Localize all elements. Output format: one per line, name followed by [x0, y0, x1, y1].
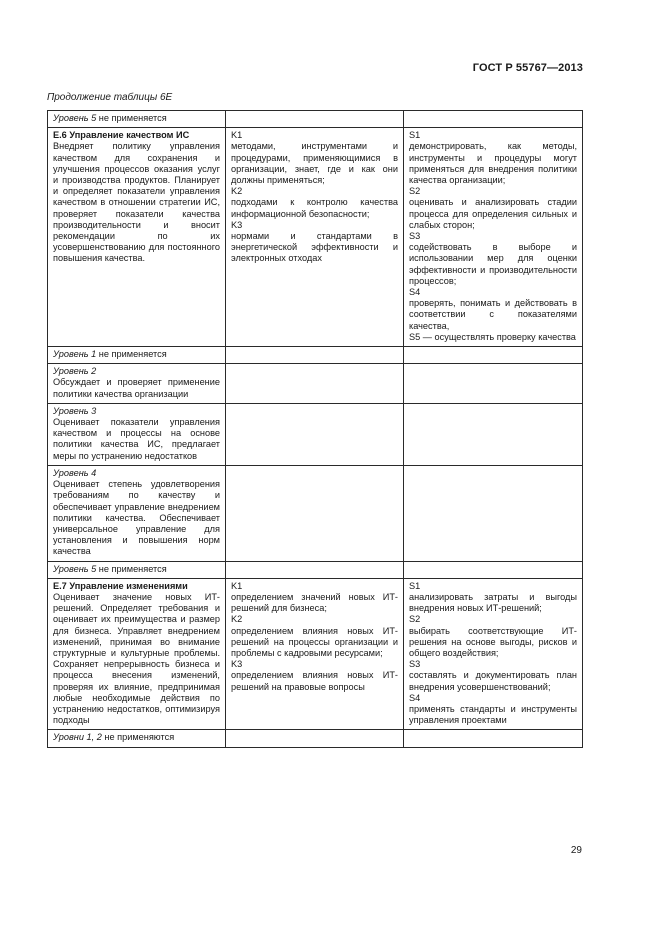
table-row: [48, 403, 583, 465]
table-row: [48, 730, 583, 747]
knowledge-text: подходами к контролю качества информационной безопасности;: [231, 197, 398, 219]
table-caption: Продолжение таблицы 6Е: [47, 92, 173, 103]
section-title: Е.7 Управление изменениями: [53, 580, 188, 591]
knowledge-text: определением влияния новых ИТ-решений на процессы организации и проблемы с кадровыми ресурсами;: [231, 625, 398, 658]
level-label: Уровень 1: [53, 349, 97, 360]
level-cell: [48, 403, 226, 465]
level-label: Уровень 3: [53, 405, 97, 416]
empty-cell: [226, 364, 404, 404]
table-row: [48, 364, 583, 404]
knowledge-text: методами, инструментами и процедурами, применяющимися в организации, знает, где и как они должны применяться;: [231, 141, 398, 186]
level-cell: [48, 561, 226, 578]
skill-code: S3: [409, 231, 421, 242]
table-row: [48, 128, 583, 347]
level-label: Уровень 5: [53, 563, 97, 574]
skills-cell: [404, 128, 583, 347]
knowledge-code: K1: [231, 130, 243, 141]
level-description: Оценивает показатели управления качеством и процессы на основе политики качества ИС, предлагает меры по устранению недостатков: [53, 417, 220, 461]
skill-text: S5 — осуществлять проверку качества: [409, 331, 576, 342]
table-row: [48, 578, 583, 730]
skill-text: проверять, понимать и действовать в соответствии с показателями качества,: [409, 298, 577, 331]
empty-cell: [404, 347, 583, 364]
skill-text: составлять и документировать план внедрения усовершенствований;: [409, 670, 577, 692]
section-description: Оценивает значение новых ИТ-решений. Определяет требования и оценивает их преимущества и размер для бизнеса. Управляет внедрением изменений, принимая во внимание структурные и культурные проблемы. Сохраняет непрерывность бизнеса и процесса внесения изменений, проверяя их влияние, предпринимая любые необходимые действия по устранению недостатков, оптимизируя подходы: [53, 591, 220, 726]
level-label: Уровни 1, 2: [53, 732, 102, 743]
skill-text: демонстрировать, как методы, инструменты и процедуры могут применяться для внедрения политики качества организации;: [409, 141, 577, 186]
empty-cell: [226, 347, 404, 364]
level-cell: [48, 730, 226, 747]
skill-code: S1: [409, 130, 421, 141]
skill-code: S2: [409, 614, 421, 625]
skill-text: анализировать затраты и выгоды внедрения новых ИТ-решений;: [409, 591, 577, 614]
knowledge-text: определением влияния новых ИТ-решений на правовые вопросы: [231, 670, 398, 692]
competence-cell: [48, 578, 226, 730]
knowledge-text: нормами и стандартами в энергетической эффективности и электронных отходах: [231, 231, 398, 264]
competence-table: [47, 110, 583, 748]
level-note: не применяется: [96, 349, 167, 360]
knowledge-code: K1: [231, 580, 243, 591]
skill-code: S4: [409, 692, 421, 703]
knowledge-text: определением значений новых ИТ-решений для бизнеса;: [231, 591, 398, 614]
page-number: 29: [570, 845, 582, 856]
empty-cell: [226, 561, 404, 578]
knowledge-code: K2: [231, 186, 243, 197]
level-cell: [48, 111, 226, 128]
table-row: [48, 561, 583, 578]
empty-cell: [404, 403, 583, 465]
table-row: [48, 111, 583, 128]
level-description: Оценивает степень удовлетворения требованиям по качеству и обеспечивает управление внедрением политики качества. Обеспечивает универсальное управление для установления и повышения норм качества: [53, 479, 220, 557]
empty-cell: [404, 561, 583, 578]
level-description: Обсуждает и проверяет применение политики качества организации: [53, 377, 220, 399]
skill-code: S3: [409, 659, 421, 670]
level-cell: [48, 347, 226, 364]
skill-text: оценивать и анализировать стадии процесса для определения сильных и слабых сторон;: [409, 197, 577, 230]
knowledge-code: K3: [231, 659, 243, 670]
skills-cell: [404, 578, 583, 730]
knowledge-cell: [226, 128, 404, 347]
empty-cell: [226, 730, 404, 747]
empty-cell: [404, 364, 583, 404]
skill-text: применять стандарты и инструменты управления проектами: [409, 703, 577, 726]
level-label: Уровень 2: [53, 366, 97, 377]
level-label: Уровень 5: [53, 113, 97, 123]
competence-cell: [48, 128, 226, 347]
level-note: не применяется: [96, 113, 167, 123]
level-cell: [48, 364, 226, 404]
empty-cell: [226, 403, 404, 465]
skill-code: S1: [409, 580, 421, 591]
knowledge-code: K2: [231, 614, 243, 625]
empty-cell: [404, 465, 583, 561]
section-title: Е.6 Управление качеством ИС: [53, 130, 190, 141]
empty-cell: [226, 465, 404, 561]
level-cell: [48, 465, 226, 561]
section-description: Внедряет политику управления качеством для сохранения и улучшения процессов оказания услуг и производства продуктов. Планирует и определяет показатели управления качеством в отношении стратегии ИС, проверяет показатели качества производительности и вносит рекомендации по их усовершенствованию для постоянного повышения качества.: [53, 141, 220, 264]
empty-cell: [404, 111, 583, 128]
table-row: [48, 465, 583, 561]
knowledge-code: K3: [231, 219, 243, 230]
empty-cell: [404, 730, 583, 747]
skill-code: S4: [409, 287, 421, 298]
knowledge-cell: [226, 578, 404, 730]
document-code: ГОСТ Р 55767—2013: [472, 62, 583, 74]
skill-code: S2: [409, 186, 421, 197]
empty-cell: [226, 111, 404, 128]
table-row: [48, 347, 583, 364]
skill-text: выбирать соответствующие ИТ-решения на основе выгоды, рисков и общего воздействия;: [409, 625, 577, 658]
level-label: Уровень 4: [53, 467, 97, 478]
skill-text: содействовать в выборе и использовании мер для оценки эффективности и производительности процессов;: [409, 242, 577, 286]
level-note: не применяются: [101, 732, 175, 743]
level-note: не применяется: [96, 563, 167, 574]
